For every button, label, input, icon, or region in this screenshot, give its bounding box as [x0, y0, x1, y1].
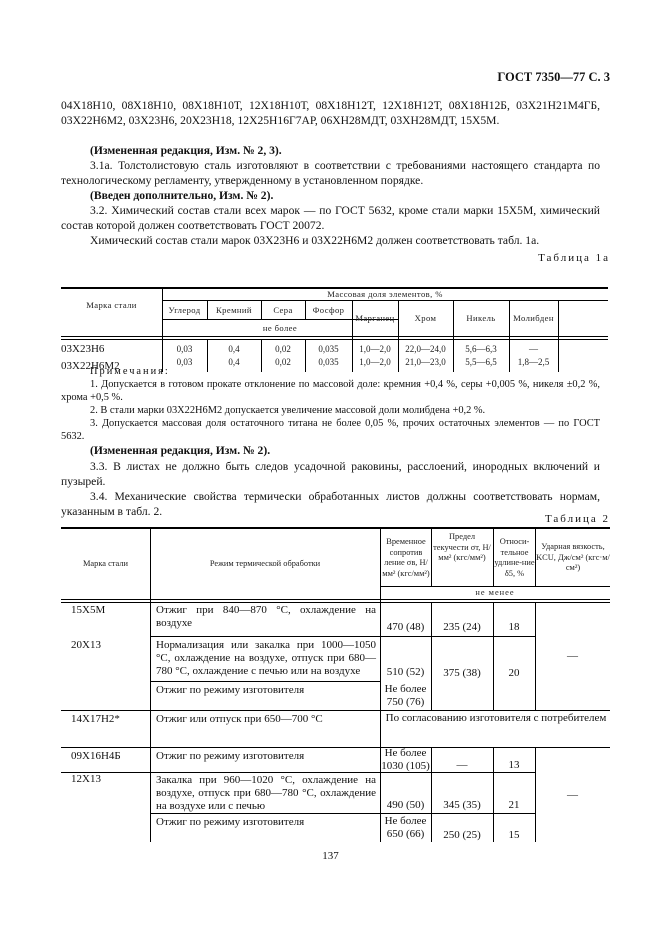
cell: 1,0—2,0	[359, 357, 391, 367]
column-header-yield: Предел текучести σт, Н/мм² (кгс/мм²)	[433, 532, 491, 562]
cell-mode: Нормализация или закалка при 1000—1050 °С, охлаждение на воздухе, отпуск при 680—780 °С, охлаждение с печью или на воздухе	[156, 639, 376, 677]
cell-tensile: Не более 650 (66)	[384, 815, 427, 840]
grades-list: 04Х18Н10, 08Х18Н10, 08Х18Н10Т, 12Х18Н10Т, 08Х18Н12Т, 12Х18Н12Т, 08Х18Н12Б, 03Х21Н21М4ГБ, 03Х22Н6М2, 03Х23Н6, 20Х23Н18, 12Х25Н16Г7АР, 06ХН28МДТ, 03ХН28МДТ, 15Х5М.	[61, 99, 600, 127]
column-group-header: Массовая доля элементов, %	[327, 288, 443, 299]
column-subgroup-label: не более	[262, 322, 298, 333]
cell: 0,02	[275, 343, 291, 354]
cell-tensile: 470 (48)	[386, 621, 425, 633]
paragraph-3-2: 3.2. Химический состав стали всех марок — по ГОСТ 5632, кроме стали марки 15Х5М, химический состав которой должен соответствовать ГОСТ 20072.	[61, 204, 600, 232]
column-header-tensile: Временное сопротив ление σв, Н/мм² (кгс/мм²)	[382, 537, 430, 578]
cell-mode: Закалка при 960—1020 °С, охлаждение на воздухе, отпуск при 680—780 °С, охлаждение на воздухе или с печью	[156, 774, 376, 812]
cell: 0,03	[176, 343, 193, 354]
cell-mode: Отжиг при 840—870 °С, охлаждение на воздухе	[156, 604, 376, 629]
cell-elongation: 18	[508, 621, 520, 633]
cell-tensile: Не более 1030 (105)	[381, 747, 430, 772]
cell-yield: 235 (24)	[443, 621, 481, 633]
cell-merged: По согласованию изготовителя с потребителем	[385, 712, 607, 724]
cell: 0,02	[275, 357, 291, 367]
cell: —	[529, 343, 538, 354]
column-header-grade: Марка стали	[82, 558, 129, 568]
cell: 1,0—2,0	[359, 343, 391, 354]
cell-mode: Отжиг или отпуск при 650—700 °С	[156, 713, 323, 725]
cell-mode: Отжиг по режиму изготовителя	[156, 816, 305, 828]
page-number: 137	[322, 850, 339, 862]
column-header: Углерод	[168, 304, 201, 315]
cell-grade: 09Х16Н4Б	[71, 750, 121, 762]
column-header-elongation: Относи-тельное удлине-ние δ5, %	[494, 537, 535, 578]
cell: 0,03	[176, 357, 193, 367]
cell-grade: 14Х17Н2*	[71, 713, 120, 725]
cell-impact: —	[567, 649, 578, 662]
cell-grade: 03Х23Н6	[61, 342, 105, 355]
cell: 21,0—23,0	[405, 357, 446, 367]
amendment-note: (Введен дополнительно, Изм. № 2).	[90, 189, 274, 202]
cell-elongation: 13	[508, 759, 520, 771]
cell-yield: 250 (25)	[443, 829, 481, 841]
column-header: Сера	[273, 304, 293, 315]
cell-grade: 12Х13	[71, 773, 101, 785]
notes-title: Примечания:	[90, 366, 170, 377]
cell: 0,035	[318, 343, 339, 354]
cell-tensile: 510 (52)	[386, 666, 425, 678]
cell-grade: 20Х13	[71, 639, 101, 651]
cell: 1,8—2,5	[517, 357, 550, 367]
column-header: Марганец	[355, 313, 395, 324]
cell-elongation: 21	[508, 799, 520, 811]
cell: 5,6—6,3	[465, 343, 497, 354]
table-1a-caption: Таблица 1а	[538, 252, 610, 264]
amendment-note: (Измененная редакция, Изм. № 2, 3).	[90, 144, 282, 157]
column-header: Хром	[414, 313, 437, 324]
column-header: Молибден	[513, 313, 554, 324]
cell: 0,035	[318, 357, 339, 367]
column-header-mode: Режим термической обработки	[209, 558, 321, 568]
column-subgroup-label: не менее	[475, 587, 515, 597]
note-item: 1. Допускается в готовом прокате отклонение по массовой доле: кремния +0,4 %, серы +0,005 %, никеля ±0,2 %, хрома +0,5 %.	[61, 379, 600, 403]
cell: 0,4	[228, 343, 240, 354]
cell-grade: 03Х22Н6М2	[61, 359, 120, 372]
table-2-caption: Таблица 2	[544, 513, 610, 525]
cell: 0,4	[228, 357, 240, 367]
note-item: 3. Допускается массовая доля остаточного титана не более 0,05 %, прочих остаточных элементов — по ГОСТ 5632.	[61, 418, 600, 442]
note-item: 2. В стали марки 03Х22Н6М2 допускается увеличение массовой доли молибдена +0,2 %.	[90, 405, 486, 416]
cell: 5,5—6,5	[465, 357, 497, 367]
cell-tensile: Не более 750 (76)	[384, 683, 427, 708]
column-header-impact: Ударная вязкость, KCU, Дж/см² (кгс·м/см²)	[536, 542, 610, 573]
cell-mode: Отжиг по режиму изготовителя	[156, 684, 305, 696]
cell-impact: —	[567, 788, 578, 801]
column-header: Никель	[466, 313, 496, 324]
cell-yield: 375 (38)	[443, 666, 481, 679]
paragraph-3-4: 3.4. Механические свойства термически обработанных листов должны соответствовать нормам, указанным в табл. 2.	[61, 490, 600, 518]
cell-yield: 345 (35)	[443, 799, 481, 811]
amendment-note: (Измененная редакция, Изм. № 2).	[90, 444, 271, 457]
cell-tensile: 490 (50)	[386, 799, 425, 811]
column-header: Кремний	[216, 304, 252, 315]
cell-elongation: 20	[508, 666, 520, 679]
cell-elongation: 15	[508, 829, 520, 841]
page-header: ГОСТ 7350—77 С. 3	[497, 70, 610, 84]
cell-mode: Отжиг по режиму изготовителя	[156, 750, 305, 762]
paragraph-3-3: 3.3. В листах не должно быть следов усадочной раковины, расслоений, инородных включений и пузырей.	[61, 460, 600, 488]
paragraph-3-2b: Химический состав стали марок 03Х23Н6 и 03Х22Н6М2 должен соответствовать табл. 1а.	[90, 234, 540, 247]
cell-grade: 15Х5М	[71, 604, 106, 616]
paragraph-3-1a: 3.1а. Толстолистовую сталь изготовляют в соответствии с требованиями настоящего стандарта по технологическому регламенту, утвержденному в установленном порядке.	[61, 159, 600, 187]
cell-yield: —	[456, 759, 468, 771]
column-header-grade: Марка стали	[86, 300, 137, 310]
column-header: Фосфор	[312, 304, 345, 315]
cell: 22,0—24,0	[405, 343, 446, 354]
